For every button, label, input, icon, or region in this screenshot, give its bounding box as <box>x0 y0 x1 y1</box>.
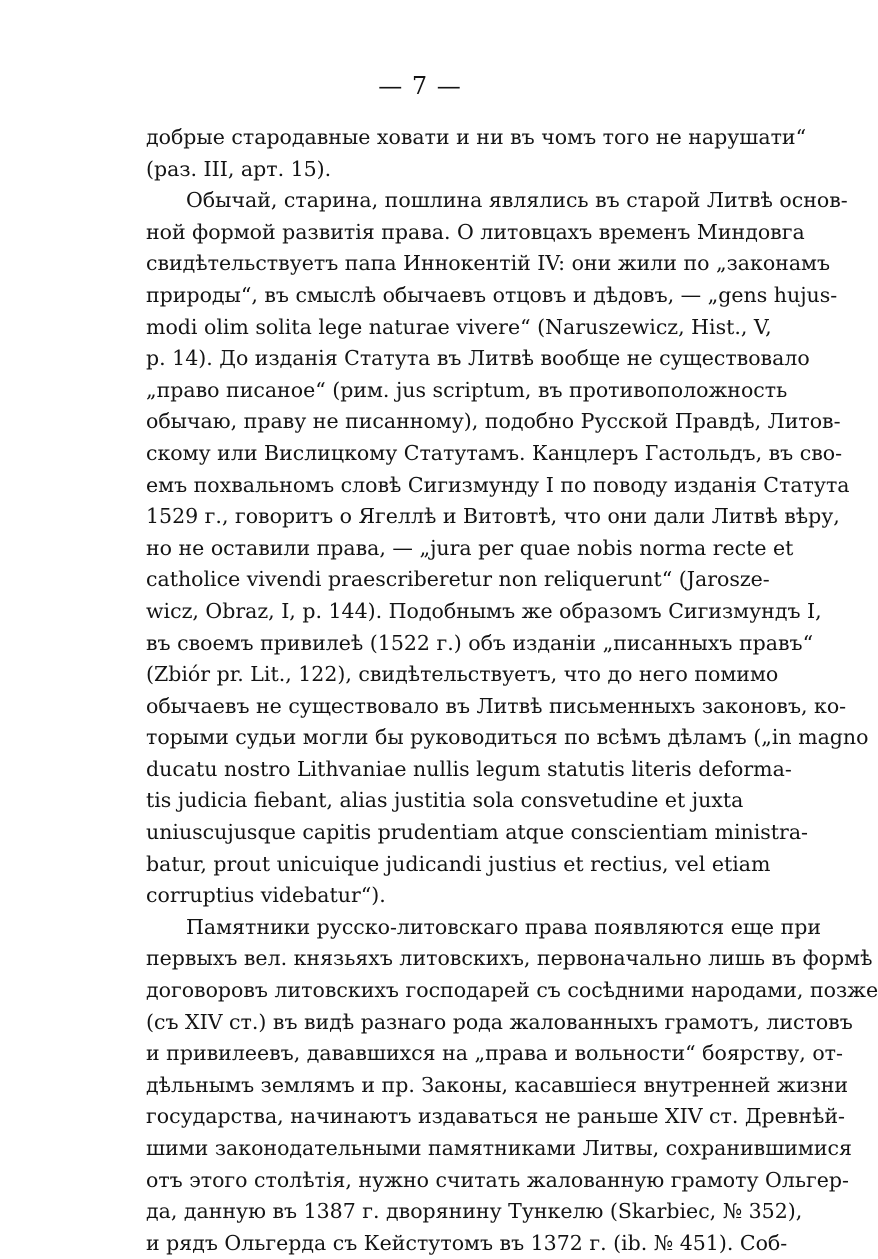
text-line: modi olim solita lege naturae vivere“ (Naruszewicz, Hist., V, <box>146 314 772 339</box>
text-line: обычаю, праву не писанному), подобно Русской Правдѣ, Литов- <box>146 409 841 434</box>
text-line: свидѣтельствуетъ папа Иннокентій IV: они жили по „законамъ <box>146 251 831 276</box>
text-line: скому или Вислицкому Статутамъ. Канцлеръ Гастольдъ, въ сво- <box>146 440 843 465</box>
text-line: да, данную въ 1387 г. дворянину Тункелю (Skarbiec, № 352), <box>146 1199 803 1224</box>
text-line: batur, prout unicuique judicandi justius et rectius, vel etiam <box>146 851 771 876</box>
text-line: ной формой развитія права. О литовцахъ временъ Миндовга <box>146 219 805 244</box>
text-line: емъ похвальномъ словѣ Сигизмунду I по поводу изданія Статута <box>146 472 850 497</box>
text-line: отъ этого столѣтія, нужно считать жалованную грамоту Ольгер- <box>146 1167 849 1192</box>
page-number: — 7 — <box>378 72 462 100</box>
text-line: wicz, Obraz, I, p. 144). Подобнымъ же образомъ Сигизмундъ I, <box>146 598 822 623</box>
text-line: но не оставили права, — „jura per quae nobis norma recte et <box>146 535 794 560</box>
text-line: (раз. III, арт. 15). <box>146 156 332 181</box>
text-line: дѣльнымъ землямъ и пр. Законы, касавшіеся внутренней жизни <box>146 1072 849 1097</box>
text-line: (Zbiór pr. Lit., 122), свидѣтельствуетъ, что до него помимо <box>146 662 779 687</box>
text-line: торыми судьи могли бы руководиться по всѣмъ дѣламъ („in magno <box>146 725 869 750</box>
text-line: обычаевъ не существовало въ Литвѣ письменныхъ законовъ, ко- <box>146 693 847 718</box>
text-line: первыхъ вел. князьяхъ литовскихъ, первоначально лишь въ формѣ <box>146 946 873 971</box>
text-line: и рядъ Ольгерда съ Кейстутомъ въ 1372 г. (ib. № 451). Соб- <box>146 1230 788 1255</box>
text-line: добрые стародавные ховати и ни въ чомъ того не нарушати“ <box>146 125 807 149</box>
text-line: uniuscujusque capitis prudentiam atque conscientiam ministra- <box>146 820 808 845</box>
body-text <box>146 122 878 1259</box>
text-line: corruptius videbatur“). <box>146 883 386 908</box>
text-line: шими законодательными памятниками Литвы, сохранившимися <box>146 1136 852 1160</box>
text-line: catholice vivendi praescriberetur non reliquerunt“ (Jarosze- <box>146 567 770 592</box>
text-line: государства, начинаютъ издаваться не раньше XIV ст. Древнѣй- <box>146 1104 845 1129</box>
text-line: tis judicia fiebant, alias justitia sola consvetudine et juxta <box>146 788 744 813</box>
text-line: ducatu nostro Lithvaniae nullis legum statutis literis deforma- <box>146 756 792 781</box>
text-line: природы“, въ смыслѣ обычаевъ отцовъ и дѣдовъ, — „gens hujus- <box>146 282 838 307</box>
text-line: p. 14). До изданія Статута въ Литвѣ вообще не существовало <box>146 346 810 371</box>
text-line: и привилеевъ, дававшихся на „права и вольности“ боярству, от- <box>146 1041 843 1066</box>
text-line: Обычай, старина, пошлина являлись въ старой Литвѣ основ- <box>186 188 848 213</box>
text-line: 1529 г., говоритъ о Ягеллѣ и Витовтѣ, что они дали Литвѣ вѣру, <box>146 504 840 529</box>
text-line: договоровъ литовскихъ господарей съ сосѣдними народами, позже <box>146 978 878 1003</box>
text-line: „право писаное“ (рим. jus scriptum, въ противоположность <box>146 377 788 402</box>
text-line: въ своемъ привилеѣ (1522 г.) объ изданіи „писанныхъ правъ“ <box>146 630 814 655</box>
text-line: Памятники русско-литовскаго права появляются еще при <box>186 914 822 939</box>
text-line: (съ XIV ст.) въ видѣ разнаго рода жалованныхъ грамотъ, листовъ <box>146 1009 853 1034</box>
